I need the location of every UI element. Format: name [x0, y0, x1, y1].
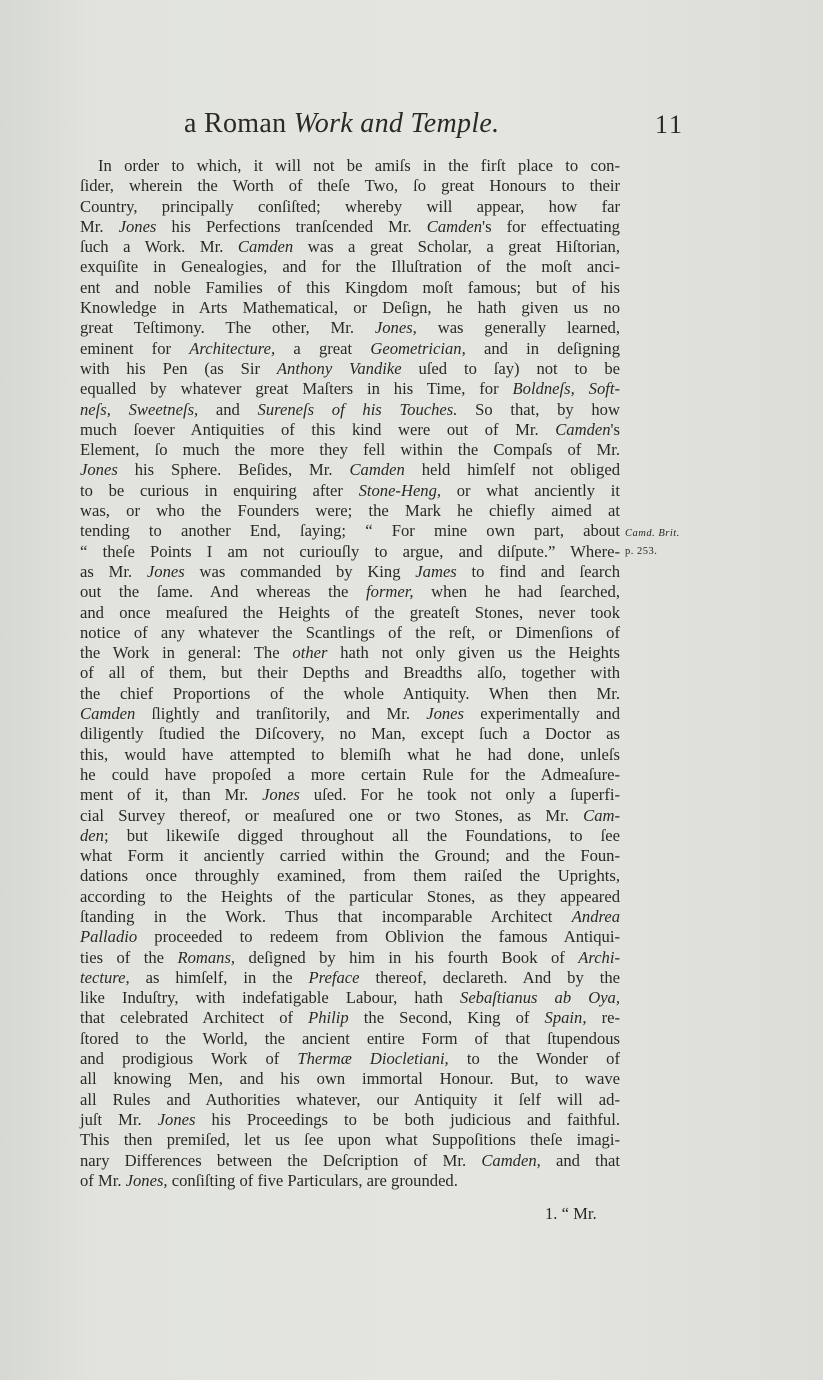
text-run: This then premiſed, let us ſee upon what Suppoſitions theſe imagi-	[80, 1130, 620, 1150]
text-line	[80, 339, 620, 359]
text-line	[80, 379, 620, 399]
text-run: tending to another End, ſaying; “ For mine own part, about	[80, 521, 620, 541]
text-run: Element, ſo much the more they fell within the Compaſs of Mr.	[80, 440, 620, 460]
text-run: the Work in general: The	[80, 643, 293, 663]
text-run: ſtored to the World, the ancient entire Form of that ſtupendous	[80, 1028, 620, 1048]
text-run: or what anciently it	[441, 480, 620, 500]
text-run: all Rules and Authorities whatever, our Antiquity it ſelf will ad-	[80, 1089, 620, 1109]
text-line	[80, 176, 620, 196]
text-run: and once meaſured the Heights of the greateſt Stones, never took	[80, 602, 620, 622]
text-run: deſigned by him in his fourth Book of	[235, 947, 579, 967]
italic-run: Jones	[146, 561, 185, 581]
text-line	[80, 603, 620, 623]
text-line	[80, 217, 620, 237]
text-run: of all of them, but their Depths and Breadths alſo, together with	[80, 663, 620, 683]
italic-run: Sebaſtianus ab Oya,	[460, 988, 621, 1008]
text-line	[80, 1171, 620, 1191]
text-line	[80, 1008, 620, 1028]
text-run: ent and noble Families of this Kingdom moſt famous; but of his	[80, 277, 620, 297]
text-line	[80, 643, 620, 663]
text-run: notice of any whatever the Scantlings of the reſt, or Dimenſions of	[80, 622, 620, 642]
text-line	[80, 562, 620, 582]
text-line	[80, 806, 620, 826]
italic-run: Jones,	[374, 318, 417, 338]
text-line	[80, 988, 620, 1008]
text-run: re-	[586, 1008, 620, 1028]
text-run: much ſoever Antiquities of this kind were out of Mr.	[80, 419, 556, 439]
text-run: juſt Mr.	[80, 1109, 158, 1129]
text-line	[80, 826, 620, 846]
italic-run: Geometrician,	[370, 338, 466, 358]
text-line	[80, 704, 620, 724]
text-run: ties of the	[80, 947, 178, 967]
text-run: 's for effectuating	[482, 216, 620, 236]
text-run: according to the Heights of the particular Stones, as they appeared	[80, 886, 620, 906]
text-run: as Mr.	[80, 561, 147, 581]
text-run: Knowledge in Arts Mathematical, or Deſign, he hath given us no	[80, 298, 620, 318]
text-run: to be curious in enquiring after	[80, 480, 359, 500]
text-line	[80, 765, 620, 785]
margin-note	[625, 525, 705, 561]
running-title-italic: Work and Temple.	[293, 108, 500, 139]
text-run: with his Pen (as Sir	[80, 358, 277, 378]
text-line	[80, 278, 620, 298]
text-line	[80, 521, 620, 541]
text-line	[80, 623, 620, 643]
text-run: In order to which, it will not be amiſs in the firſt place to con-	[98, 156, 620, 175]
margin-note-page: p. 253.	[625, 546, 658, 557]
text-line	[80, 745, 620, 765]
text-line	[80, 948, 620, 968]
text-run: out the ſame. And whereas the	[80, 582, 367, 602]
body-text	[80, 156, 620, 1191]
text-run: when he had ſearched,	[413, 582, 620, 602]
text-line	[80, 318, 620, 338]
text-line	[80, 460, 620, 480]
italic-run: Anthony Vandike	[276, 358, 402, 378]
text-line	[80, 846, 620, 866]
italic-run: Camden	[555, 419, 611, 439]
text-line	[80, 420, 620, 440]
text-run: ment of it, than Mr.	[80, 785, 263, 805]
text-run: the Second, King of	[348, 1008, 545, 1028]
text-run: his Perfections tranſcended Mr.	[156, 216, 427, 236]
text-line	[80, 440, 620, 460]
text-line	[80, 156, 620, 176]
italic-run: Jones	[262, 785, 300, 805]
text-line	[80, 663, 620, 683]
text-run: conſiſting of five Particulars, are grounded.	[167, 1170, 458, 1190]
running-title	[184, 108, 499, 140]
text-run: he could have propoſed a more certain Rule for the Admeaſure-	[80, 764, 620, 784]
text-run: was a great Scholar, a great Hiſtorian,	[293, 237, 620, 257]
text-run: dations once throughly examined, from them raiſed the Uprights,	[80, 866, 620, 886]
italic-run: Camden	[426, 216, 483, 236]
text-line	[80, 237, 620, 257]
text-run: was commanded by King	[184, 561, 416, 581]
text-run: as himſelf, in the	[129, 967, 309, 987]
text-run: the chief Proportions of the whole Antiquity. When then Mr.	[80, 683, 620, 703]
italic-run: other	[292, 643, 328, 663]
text-line	[80, 400, 620, 420]
text-run: Country, principally conſiſted; whereby will appear, how far	[80, 196, 620, 216]
text-run: ſider, wherein the Worth of theſe Two, ſo great Honours to their	[80, 176, 620, 196]
running-title-roman: a Roman	[184, 108, 294, 139]
text-run: all knowing Men, and his own immortal Honour. But, to wave	[80, 1069, 620, 1089]
text-line	[80, 866, 620, 886]
italic-run: Romans,	[177, 947, 236, 967]
text-line	[80, 1029, 620, 1049]
italic-run: Archi-	[578, 947, 620, 967]
text-run: like Induſtry, with indefatigable Labour, hath	[80, 988, 461, 1008]
text-run: eminent for	[80, 338, 190, 358]
text-line	[80, 542, 620, 562]
italic-run: Jones	[80, 460, 118, 480]
text-run: to the Wonder of	[448, 1049, 620, 1069]
text-run: nary Differences between the Deſcription of Mr.	[80, 1150, 482, 1170]
text-run: exquiſite in Genealogies, and for the Illuſtration of the moſt anci-	[80, 257, 620, 277]
italic-run: neſs, Sweetneſs,	[80, 399, 199, 419]
text-run: to find and ſearch	[456, 561, 621, 581]
text-run: this, would have attempted to blemiſh what he had done, unleſs	[80, 744, 620, 764]
italic-run: tecture,	[80, 967, 130, 987]
text-line	[80, 968, 620, 988]
catchword: 1. “ Mr.	[545, 1204, 597, 1223]
italic-run: den	[80, 825, 104, 845]
text-run: hath not only given us the Heights	[327, 643, 621, 663]
text-line	[80, 257, 620, 277]
text-run: cial Survey thereof, or meaſured one or two Stones, as Mr.	[80, 805, 584, 825]
italic-run: Camden,	[481, 1150, 541, 1170]
text-run: was, or who the Founders were; the Mark he chiefly aimed at	[80, 501, 620, 521]
text-run: his Proceedings to be both judicious and faithful.	[195, 1109, 620, 1129]
text-run: and in deſigning	[465, 338, 620, 358]
text-line	[80, 887, 620, 907]
italic-run: former,	[366, 582, 414, 602]
text-run: what Form it anciently carried within the Ground; and the Foun-	[80, 846, 620, 866]
text-run: and	[198, 399, 258, 419]
text-line	[80, 1069, 620, 1089]
text-run: and that	[540, 1150, 621, 1170]
text-run: and prodigious Work of	[80, 1049, 298, 1069]
text-run: proceeded to redeem from Oblivion the famous Antiqui-	[137, 927, 620, 947]
text-run: of Mr.	[80, 1170, 126, 1190]
text-run: ; but likewiſe digged throughout all the Foundations, to ſee	[103, 825, 620, 845]
text-run: that celebrated Architect of	[80, 1008, 309, 1028]
text-run: his Sphere. Beſides, Mr.	[117, 460, 350, 480]
margin-note-source: Camd. Brit.	[625, 528, 680, 539]
text-line	[80, 927, 620, 947]
text-line	[80, 785, 620, 805]
italic-run: Jones,	[125, 1170, 168, 1190]
text-line	[80, 684, 620, 704]
italic-run: Jones	[426, 704, 465, 724]
text-run: thereof, declareth. And by the	[359, 967, 620, 987]
text-run: a great	[275, 338, 371, 358]
italic-run: Camden	[349, 460, 405, 480]
text-line	[80, 582, 620, 602]
text-line	[80, 359, 620, 379]
text-run: equalled by whatever great Maſters in his Time, for	[80, 379, 513, 399]
text-line	[80, 501, 620, 521]
text-line	[80, 1090, 620, 1110]
italic-run: Thermæ Diocletiani,	[297, 1049, 449, 1069]
italic-run: Preface	[308, 967, 360, 987]
text-run: great Teſtimony. The other, Mr.	[80, 318, 375, 338]
text-run: So that, by how	[457, 399, 620, 419]
text-line	[80, 1049, 620, 1069]
italic-run: Jones	[118, 216, 157, 236]
text-run: diligently ſtudied the Diſcovery, no Man, except ſuch a Doctor as	[80, 724, 620, 744]
text-line	[80, 298, 620, 318]
italic-run: Cam-	[583, 805, 620, 825]
text-run: “ theſe Points I am not curiouſly to argue, and diſpute.” Where-	[80, 541, 620, 561]
text-line	[80, 197, 620, 217]
text-line	[80, 1130, 620, 1150]
italic-run: Palladio	[80, 927, 138, 947]
text-run: was generally learned,	[416, 318, 620, 338]
italic-run: Camden	[237, 237, 294, 257]
italic-run: Philip	[308, 1008, 349, 1028]
italic-run: Spain,	[544, 1008, 587, 1028]
text-line	[80, 724, 620, 744]
italic-run: Boldneſs, Soft-	[512, 379, 620, 399]
text-line	[80, 1110, 620, 1130]
italic-run: Jones	[157, 1109, 196, 1129]
italic-run: Architecture,	[189, 338, 276, 358]
italic-run: Stone-Heng,	[358, 480, 442, 500]
text-run: uſed. For he took not only a ſuperfi-	[299, 785, 620, 805]
text-line	[80, 481, 620, 501]
page-number: 11	[655, 110, 685, 139]
text-run: ſlightly and tranſitorily, and Mr.	[135, 704, 427, 724]
text-run: Mr.	[80, 216, 119, 236]
italic-run: Camden	[80, 704, 136, 724]
italic-run: Andrea	[571, 906, 620, 926]
italic-run: Sureneſs of his Touches.	[257, 399, 458, 419]
text-line	[80, 907, 620, 927]
running-head	[0, 108, 823, 148]
text-run: held himſelf not obliged	[404, 460, 620, 480]
text-run: experimentally and	[464, 704, 620, 724]
text-run: ſtanding in the Work. Thus that incomparable Architect	[80, 906, 572, 926]
text-run: ſuch a Work. Mr.	[80, 237, 238, 257]
text-line	[80, 1151, 620, 1171]
text-run: 's	[610, 419, 620, 439]
italic-run: James	[415, 561, 457, 581]
text-run: uſed to ſay) not to be	[401, 358, 620, 378]
